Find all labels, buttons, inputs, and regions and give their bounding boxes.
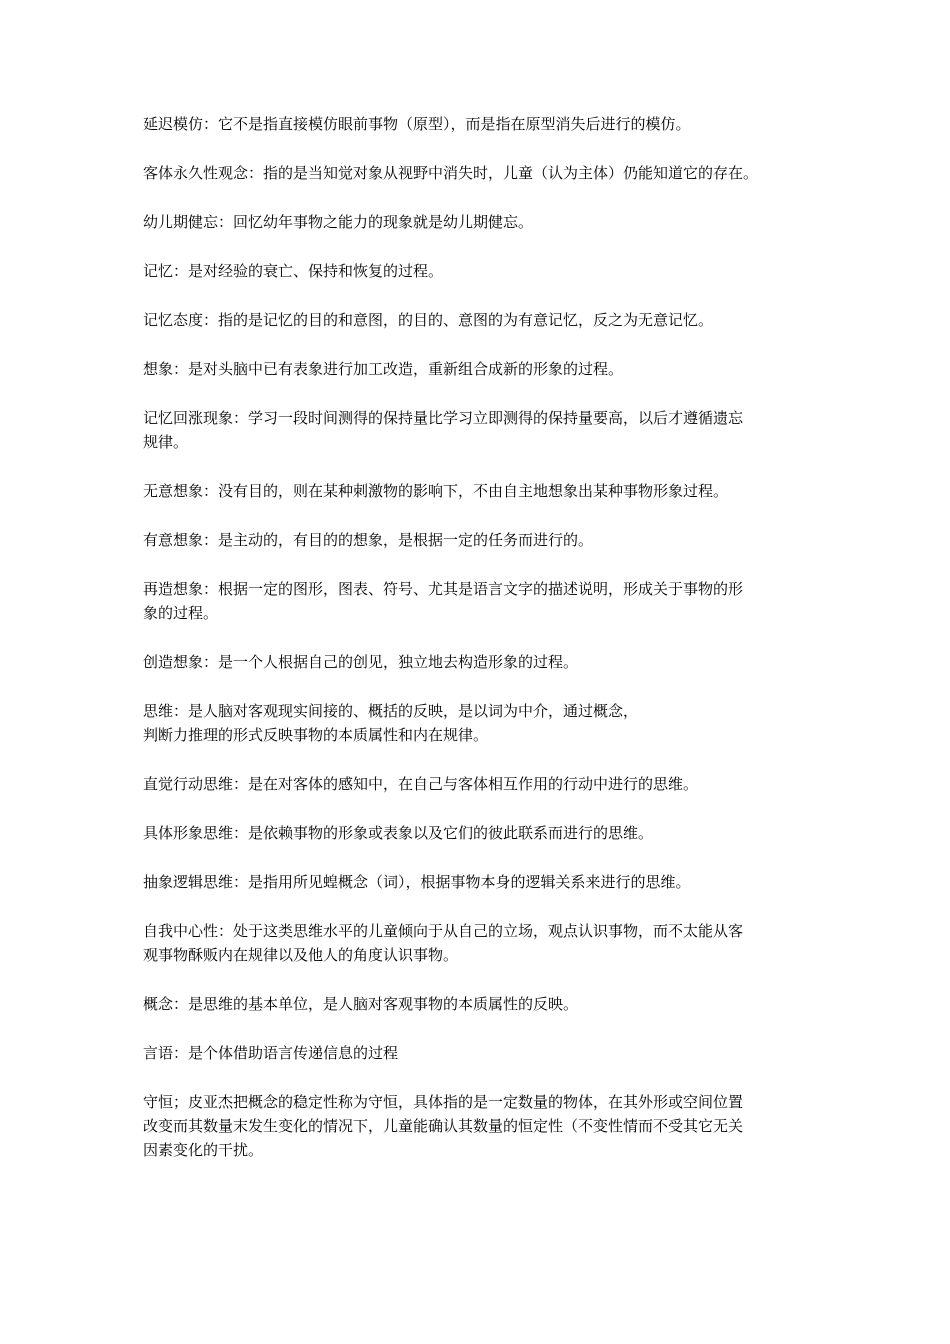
definition-abstract-thinking: 抽象逻辑思维：是指用所见蝗概念（词），根据事物本身的逻辑关系来进行的思维。 (143, 873, 691, 891)
definition-thinking: 思维：是人脑对客观现实间接的、概括的反映，是以词为中介，通过概念， 判断力推理的形式反映事物的本质属性和内在规律。 (143, 702, 639, 744)
definition-object-permanence: 客体永久性观念：指的是当知觉对象从视野中消失时，儿童（认为主体）仍能知道它的存在。 (143, 164, 759, 182)
definition-concrete-thinking: 具体形象思维：是依赖事物的形象或表象以及它们的彼此联系而进行的思维。 (143, 824, 654, 842)
definition-intentional-imagination: 有意想象：是主动的，有目的的想象，是根据一定的任务而进行的。 (143, 531, 594, 549)
definition-action-thinking: 直觉行动思维：是在对客体的感知中，在自己与客体相互作用的行动中进行的思维。 (143, 775, 699, 793)
definition-egocentrism: 自我中心性：处于这类思维水平的儿童倾向于从自己的立场，观点认识事物，而不太能从客 观事物酥贩内在规律以及他人的角度认识事物。 (143, 922, 744, 964)
definition-unintentional-imagination: 无意想象：没有目的，则在某种刺激物的影响下，不由自主地想象出某种事物形象过程。 (143, 482, 729, 500)
definition-imagination: 想象：是对头脑中已有表象进行加工改造，重新组合成新的形象的过程。 (143, 360, 624, 378)
definition-conservation: 守恒；皮亚杰把概念的稳定性称为守恒，具体指的是一定数量的物体，在其外形或空间位置 改变而其数量末发生变化的情况下，儿童能确认其数量的恒定性（不变性情而不受其它无关 因素变化的干扰。 (143, 1093, 744, 1159)
definition-infantile-amnesia: 幼儿期健忘：回忆幼年事物之能力的现象就是幼儿期健忘。 (143, 213, 534, 231)
definition-creative-imagination: 创造想象：是一个人根据自己的创见，独立地去构造形象的过程。 (143, 653, 579, 671)
definition-speech: 言语：是个体借助语言传递信息的过程 (143, 1044, 399, 1062)
definition-reproductive-imagination: 再造想象：根据一定的图形，图表、符号、尤其是语言文字的描述说明，形成关于事物的形 象的过程。 (143, 580, 744, 622)
definition-memory-attitude: 记忆态度：指的是记忆的目的和意图，的目的、意图的为有意记忆，反之为无意记忆。 (143, 311, 714, 329)
definition-concept: 概念：是思维的基本单位，是人脑对客观事物的本质属性的反映。 (143, 995, 579, 1013)
document-body (143, 112, 815, 1187)
definition-memory: 记忆：是对经验的衰亡、保持和恢复的过程。 (143, 262, 444, 280)
definition-reminiscence: 记忆回涨现象：学习一段时间测得的保持量比学习立即测得的保持量要高，以后才遵循遗忘 规律。 (143, 409, 744, 451)
definition-delayed-imitation: 延迟模仿：它不是指直接模仿眼前事物（原型），而是指在原型消失后进行的模仿。 (143, 115, 691, 133)
